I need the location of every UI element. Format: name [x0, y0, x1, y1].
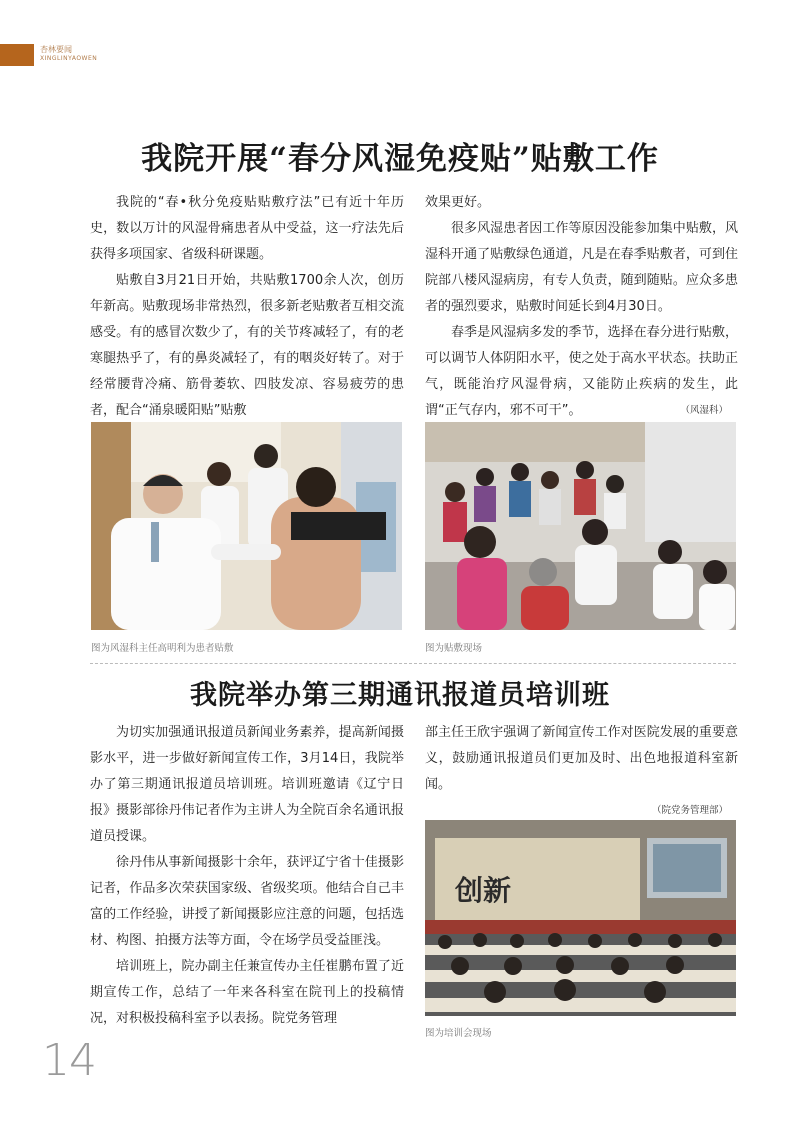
photo3-caption: 图为培训会现场: [425, 1028, 492, 1039]
photo-doctor-applying-patch: [91, 422, 402, 630]
article1-continuation: 效果更好。: [425, 195, 491, 210]
meeting-banner-text: 创新: [455, 874, 512, 907]
article2-source: （院党务管理部）: [651, 805, 728, 816]
article1-paragraph: 贴敷自3月21日开始，共贴敷1700余人次，创历年新高。贴敷现场非常热烈，很多新老贴敷者互相交流感受。有的感冒次数少了，有的关节疼减轻了，有的老寒腿热乎了，有的鼻炎减轻了，有的咽炎好转了。对于经常腰背冷痛、筋骨萎软、四肢发凉、容易疲劳的患者，配合“涌泉暖阳贴”贴敷: [90, 273, 404, 418]
photo1-caption: 图为风湿科主任高明利为患者贴敷: [91, 643, 234, 654]
article1-title: 我院开展“春分风湿免疫贴”贴敷工作: [141, 141, 659, 177]
masthead-section-pinyin: XINGLINYAOWEN: [40, 55, 98, 62]
article2-left-column: [90, 720, 404, 1032]
article2-continuation-text: 部主任王欣宇强调了新闻宣传工作对医院发展的重要意义，鼓励通讯报道员们更加及时、出色地报道科室新闻。: [425, 725, 738, 792]
photo-training-meeting: [425, 820, 736, 1016]
article1-paragraph-text: 春季是风湿病多发的季节，选择在春分进行贴敷，可以调节人体阴阳水平，使之处于高水平状态。扶助正气，既能治疗风湿骨病，又能防止疾病的发生，此谓“正气存内，邪不可干”。: [425, 325, 738, 418]
photo-training-meeting-illustration: [425, 820, 736, 1016]
article-divider: [90, 663, 736, 664]
article1-right-column: [425, 190, 738, 424]
article1-paragraph: [425, 320, 738, 424]
article2-paragraph: 徐丹伟从事新闻摄影十余年，获评辽宁省十佳摄影记者，作品多次荣获国家级、省级奖项。他结合自己丰富的工作经验，讲授了新闻摄影应注意的问题，包括选材、构图、拍摄方法等方面，令在场学员受益匪浅。: [90, 855, 404, 948]
article1-paragraph: 很多风湿患者因工作等原因没能参加集中贴敷，风湿科开通了贴敷绿色通道，凡是在春季贴敷者，可到住院部八楼风湿病房，有专人负责，随到随贴。应众多患者的强烈要求，贴敷时间延长到4月30日。: [425, 221, 738, 314]
article1-source: （风湿科）: [680, 405, 728, 416]
photo-doctor-applying-patch-illustration: [91, 422, 402, 630]
page-number: 14: [42, 1035, 96, 1086]
photo-patching-scene-illustration: [425, 422, 736, 630]
article2-continuation: [425, 720, 738, 816]
masthead-bar: [0, 44, 34, 66]
article2-title: 我院举办第三期通讯报道员培训班: [190, 680, 610, 711]
article2-right-column: [425, 720, 738, 824]
masthead-section-name: 杏林要闻: [40, 45, 72, 54]
photo-patching-scene: [425, 422, 736, 630]
article2-paragraph: 培训班上，院办副主任兼宣传办主任崔鹏布置了近期宣传工作，总结了一年来各科室在院刊上的投稿情况，对积极投稿科室予以表扬。院党务管理: [90, 959, 404, 1026]
photo2-caption: 图为贴敷现场: [425, 643, 483, 654]
article1-paragraph: 我院的“春•秋分免疫贴贴敷疗法”已有近十年历史，数以万计的风湿骨痛患者从中受益，这一疗法先后获得多项国家、省级科研课题。: [90, 195, 404, 262]
article2-paragraph: 为切实加强通讯报道员新闻业务素养，提高新闻摄影水平，进一步做好新闻宣传工作，3月14日，我院举办了第三期通讯报道员培训班。培训班邀请《辽宁日报》摄影部徐丹伟记者作为主讲人为全院百余名通讯报道员授课。: [90, 725, 404, 844]
article1-left-column: [90, 190, 404, 424]
